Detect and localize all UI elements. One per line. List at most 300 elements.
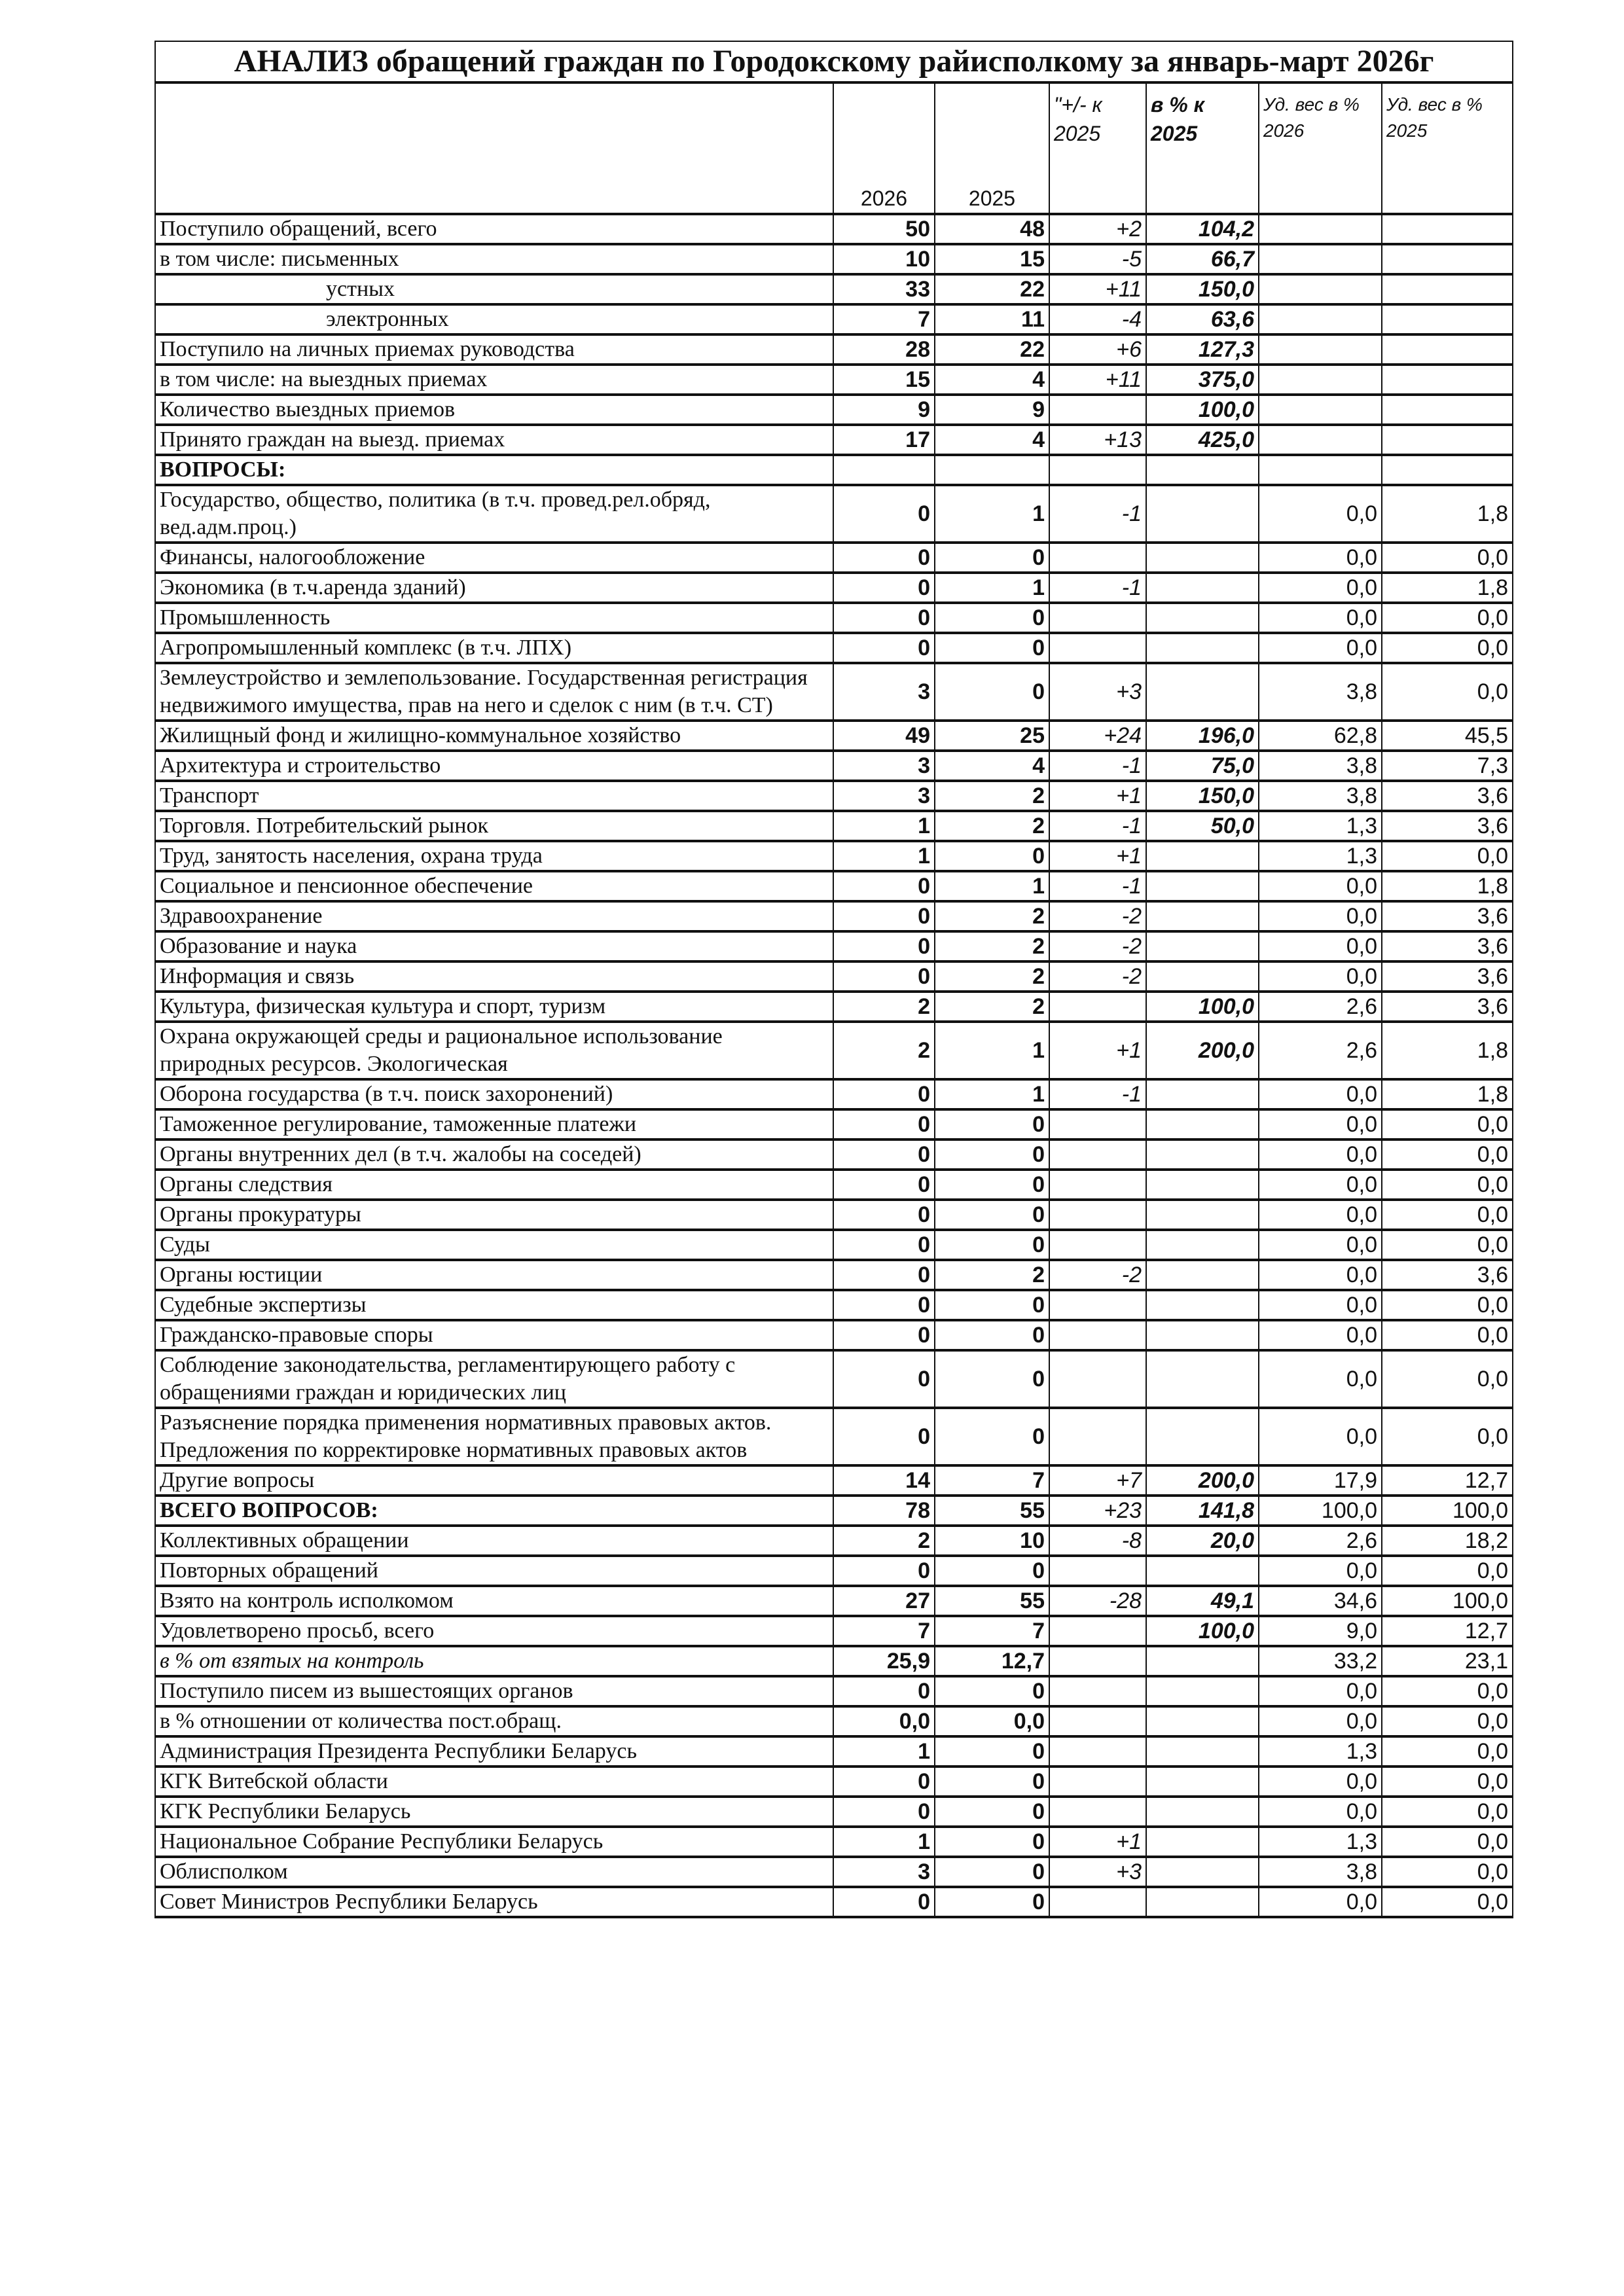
table-row [155,543,1513,573]
cell-2026: 7 [833,304,935,334]
table-row [155,1350,1513,1408]
cell-2026: 0 [833,1350,935,1408]
cell-share-2026 [1259,214,1382,244]
cell-share-2026: 0,0 [1259,603,1382,633]
cell-percent [1146,841,1259,871]
cell-2025: 25 [935,721,1049,751]
cell-percent: 75,0 [1146,751,1259,781]
cell-diff: -1 [1049,751,1146,781]
cell-diff [1049,1200,1146,1230]
cell-percent [1146,485,1259,543]
row-label: Здравоохранение [155,901,833,931]
cell-2025: 1 [935,871,1049,901]
row-label: Социальное и пенсионное обеспечение [155,871,833,901]
cell-diff: -8 [1049,1526,1146,1556]
table-row [155,1079,1513,1109]
cell-2026: 15 [833,365,935,395]
cell-share-2025: 0,0 [1382,543,1513,573]
cell-2026: 2 [833,992,935,1022]
row-label: Гражданско-правовые споры [155,1320,833,1350]
table-row [155,1320,1513,1350]
cell-share-2025 [1382,395,1513,425]
cell-share-2025: 1,8 [1382,573,1513,603]
cell-share-2026: 0,0 [1259,1887,1382,1917]
row-label: КГК Витебской области [155,1767,833,1797]
cell-2025: 0 [935,1200,1049,1230]
cell-share-2026: 0,0 [1259,1408,1382,1465]
cell-share-2026: 2,6 [1259,1526,1382,1556]
cell-share-2026: 0,0 [1259,1290,1382,1320]
cell-percent [1146,901,1259,931]
cell-2026: 78 [833,1496,935,1526]
row-label: Архитектура и строительство [155,751,833,781]
cell-percent [1146,1676,1259,1706]
row-label: в % отношении от количества пост.обращ. [155,1706,833,1736]
cell-diff [1049,1350,1146,1408]
table-row [155,1706,1513,1736]
row-label: Экономика (в т.ч.аренда зданий) [155,573,833,603]
cell-diff [1049,1170,1146,1200]
table-row [155,395,1513,425]
cell-percent: 196,0 [1146,721,1259,751]
cell-2026 [833,455,935,485]
table-row [155,1616,1513,1646]
table-row [155,841,1513,871]
cell-diff [1049,543,1146,573]
cell-2026: 0 [833,1797,935,1827]
cell-share-2026 [1259,395,1382,425]
cell-share-2025: 0,0 [1382,1109,1513,1139]
cell-2026: 0 [833,1887,935,1917]
cell-2026: 7 [833,1616,935,1646]
row-label: Администрация Президента Республики Беларусь [155,1736,833,1767]
cell-share-2025: 12,7 [1382,1465,1513,1496]
cell-2026: 0 [833,1170,935,1200]
cell-share-2025: 0,0 [1382,1320,1513,1350]
cell-share-2025: 0,0 [1382,1230,1513,1260]
cell-share-2026: 1,3 [1259,1736,1382,1767]
cell-share-2025: 3,6 [1382,811,1513,841]
cell-2026: 25,9 [833,1646,935,1676]
cell-2026: 0 [833,961,935,992]
cell-share-2025: 0,0 [1382,1676,1513,1706]
row-label: Промышленность [155,603,833,633]
cell-2026: 0 [833,1109,935,1139]
cell-share-2026: 0,0 [1259,961,1382,992]
cell-2025: 0 [935,1408,1049,1465]
row-label: Агропромышленный комплекс (в т.ч. ЛПХ) [155,633,833,663]
cell-share-2025: 45,5 [1382,721,1513,751]
cell-diff: -2 [1049,901,1146,931]
cell-percent: 150,0 [1146,781,1259,811]
table-row [155,633,1513,663]
cell-2026: 27 [833,1586,935,1616]
cell-share-2025: 3,6 [1382,961,1513,992]
table-body [155,214,1513,1917]
cell-2026: 0 [833,1676,935,1706]
table-row [155,751,1513,781]
cell-2026: 0 [833,573,935,603]
cell-2025: 2 [935,901,1049,931]
cell-2025: 0,0 [935,1706,1049,1736]
cell-2025: 1 [935,1022,1049,1079]
cell-share-2025: 0,0 [1382,1200,1513,1230]
row-label: Образование и наука [155,931,833,961]
cell-share-2026 [1259,244,1382,274]
cell-2025: 55 [935,1586,1049,1616]
cell-2026: 1 [833,1827,935,1857]
cell-2025: 0 [935,1290,1049,1320]
cell-percent: 100,0 [1146,992,1259,1022]
cell-share-2025: 1,8 [1382,1079,1513,1109]
row-label: Повторных обращений [155,1556,833,1586]
cell-share-2026: 3,8 [1259,781,1382,811]
table-row [155,274,1513,304]
cell-percent [1146,663,1259,721]
cell-percent: 49,1 [1146,1586,1259,1616]
row-label: Соблюдение законодательства, регламентирующего работу с обращениями граждан и юридических лиц [155,1350,833,1408]
cell-percent [1146,931,1259,961]
cell-percent: 200,0 [1146,1465,1259,1496]
appeals-analysis-table [154,41,1513,1918]
cell-diff [1049,1887,1146,1917]
row-label: в том числе: письменных [155,244,833,274]
cell-diff: +1 [1049,841,1146,871]
cell-share-2025: 23,1 [1382,1646,1513,1676]
cell-share-2025: 0,0 [1382,841,1513,871]
cell-share-2026: 0,0 [1259,1109,1382,1139]
cell-diff: -28 [1049,1586,1146,1616]
cell-diff: -5 [1049,244,1146,274]
row-label: Труд, занятость населения, охрана труда [155,841,833,871]
cell-share-2025: 100,0 [1382,1586,1513,1616]
cell-2025: 7 [935,1616,1049,1646]
cell-2025: 10 [935,1526,1049,1556]
row-label: Поступило обращений, всего [155,214,833,244]
table-row [155,244,1513,274]
table-row [155,425,1513,455]
cell-share-2025: 0,0 [1382,1767,1513,1797]
cell-2026: 0 [833,1320,935,1350]
cell-2025: 0 [935,1556,1049,1586]
cell-share-2025: 0,0 [1382,1736,1513,1767]
cell-2026: 0 [833,543,935,573]
row-label: Транспорт [155,781,833,811]
cell-2026: 9 [833,395,935,425]
cell-share-2026: 0,0 [1259,1706,1382,1736]
row-label: электронных [155,304,833,334]
table-row [155,1260,1513,1290]
cell-percent: 66,7 [1146,244,1259,274]
cell-share-2026: 3,8 [1259,663,1382,721]
cell-share-2025: 3,6 [1382,781,1513,811]
cell-share-2026 [1259,304,1382,334]
cell-share-2025: 0,0 [1382,1887,1513,1917]
cell-2026: 0 [833,1408,935,1465]
cell-share-2026: 0,0 [1259,1556,1382,1586]
cell-2025: 0 [935,1797,1049,1827]
cell-2025: 0 [935,1230,1049,1260]
cell-diff [1049,1556,1146,1586]
cell-share-2025: 3,6 [1382,931,1513,961]
cell-share-2025: 0,0 [1382,1170,1513,1200]
cell-share-2026: 62,8 [1259,721,1382,751]
cell-share-2025: 0,0 [1382,1350,1513,1408]
cell-diff [1049,1736,1146,1767]
cell-2026: 1 [833,811,935,841]
row-label: Удовлетворено просьб, всего [155,1616,833,1646]
cell-2025: 2 [935,781,1049,811]
cell-share-2026: 17,9 [1259,1465,1382,1496]
cell-percent [1146,1320,1259,1350]
cell-2026: 0 [833,1290,935,1320]
cell-share-2025: 3,6 [1382,901,1513,931]
row-label: в том числе: на выездных приемах [155,365,833,395]
cell-diff [1049,455,1146,485]
cell-diff [1049,633,1146,663]
cell-2025: 0 [935,1139,1049,1170]
table-row [155,573,1513,603]
cell-2025: 1 [935,573,1049,603]
cell-percent [1146,573,1259,603]
cell-2025: 0 [935,1887,1049,1917]
table-row [155,334,1513,365]
row-label: Поступило на личных приемах руководства [155,334,833,365]
cell-2025 [935,455,1049,485]
cell-diff: -2 [1049,1260,1146,1290]
cell-percent: 200,0 [1146,1022,1259,1079]
cell-percent [1146,1887,1259,1917]
cell-percent [1146,1170,1259,1200]
cell-2026: 0 [833,1079,935,1109]
cell-2025: 2 [935,961,1049,992]
cell-diff: -2 [1049,931,1146,961]
cell-share-2026: 0,0 [1259,485,1382,543]
cell-2025: 4 [935,751,1049,781]
header-share-2025: Уд. вес в % 2025 [1382,82,1513,214]
cell-share-2026: 1,3 [1259,841,1382,871]
cell-percent: 63,6 [1146,304,1259,334]
row-label: Коллективных обращении [155,1526,833,1556]
row-label: в % от взятых на контроль [155,1646,833,1676]
cell-percent [1146,1736,1259,1767]
cell-2026: 17 [833,425,935,455]
table-row [155,992,1513,1022]
table-row [155,721,1513,751]
cell-share-2026 [1259,425,1382,455]
cell-diff: +1 [1049,1827,1146,1857]
cell-percent [1146,1646,1259,1676]
cell-share-2026: 0,0 [1259,1320,1382,1350]
cell-share-2025: 0,0 [1382,603,1513,633]
cell-2026: 3 [833,751,935,781]
cell-diff: +6 [1049,334,1146,365]
row-label: Финансы, налогообложение [155,543,833,573]
cell-diff [1049,992,1146,1022]
cell-percent [1146,1857,1259,1887]
row-label: Государство, общество, политика (в т.ч. провед.рел.обряд, вед.адм.проц.) [155,485,833,543]
cell-percent: 375,0 [1146,365,1259,395]
cell-percent [1146,1079,1259,1109]
cell-2025: 0 [935,1170,1049,1200]
cell-2026: 14 [833,1465,935,1496]
cell-share-2026: 0,0 [1259,1079,1382,1109]
cell-percent [1146,1797,1259,1827]
table-row [155,1230,1513,1260]
cell-share-2025: 0,0 [1382,1290,1513,1320]
table-row [155,961,1513,992]
cell-2025: 48 [935,214,1049,244]
cell-2025: 0 [935,633,1049,663]
cell-share-2026: 0,0 [1259,1230,1382,1260]
cell-percent: 100,0 [1146,1616,1259,1646]
cell-2026: 3 [833,1857,935,1887]
cell-2025: 2 [935,1260,1049,1290]
cell-share-2025: 100,0 [1382,1496,1513,1526]
cell-diff: -4 [1049,304,1146,334]
cell-2026: 1 [833,1736,935,1767]
cell-share-2025: 7,3 [1382,751,1513,781]
cell-2025: 7 [935,1465,1049,1496]
cell-percent [1146,1109,1259,1139]
cell-diff [1049,395,1146,425]
cell-diff: +7 [1049,1465,1146,1496]
cell-share-2026: 100,0 [1259,1496,1382,1526]
cell-2026: 0 [833,1767,935,1797]
row-label: Поступило писем из вышестоящих органов [155,1676,833,1706]
cell-share-2026: 0,0 [1259,543,1382,573]
header-2025: 2025 [935,82,1049,214]
cell-percent [1146,1706,1259,1736]
cell-percent: 50,0 [1146,811,1259,841]
table-row [155,1556,1513,1586]
cell-2026: 28 [833,334,935,365]
cell-2026: 0 [833,1200,935,1230]
row-label: Землеустройство и землепользование. Государственная регистрация недвижимого имущества, прав на него и сделок с ним (в т.ч. СТ) [155,663,833,721]
row-label: Торговля. Потребительский рынок [155,811,833,841]
report-sheet [154,41,1512,1918]
cell-diff [1049,1320,1146,1350]
cell-percent [1146,1139,1259,1170]
row-label: Облисполком [155,1857,833,1887]
cell-share-2026: 2,6 [1259,992,1382,1022]
cell-share-2026: 0,0 [1259,573,1382,603]
cell-2026: 0 [833,485,935,543]
table-row [155,304,1513,334]
cell-share-2026 [1259,365,1382,395]
row-label: Охрана окружающей среды и рациональное использование природных ресурсов. Экологическая [155,1022,833,1079]
cell-2025: 0 [935,1827,1049,1857]
cell-percent [1146,1408,1259,1465]
cell-share-2026: 0,0 [1259,1767,1382,1797]
header-diff: "+/- к 2025 [1049,82,1146,214]
cell-2026: 0,0 [833,1706,935,1736]
row-label: Другие вопросы [155,1465,833,1496]
cell-share-2025 [1382,425,1513,455]
cell-2025: 0 [935,1676,1049,1706]
cell-2025: 4 [935,365,1049,395]
cell-share-2025: 0,0 [1382,1139,1513,1170]
cell-2025: 22 [935,274,1049,304]
cell-share-2025: 3,6 [1382,992,1513,1022]
cell-percent: 150,0 [1146,274,1259,304]
cell-share-2025 [1382,274,1513,304]
cell-share-2025: 1,8 [1382,485,1513,543]
header-percent: в % к 2025 [1146,82,1259,214]
cell-share-2026 [1259,455,1382,485]
cell-2025: 2 [935,811,1049,841]
cell-share-2026: 0,0 [1259,901,1382,931]
cell-share-2025: 12,7 [1382,1616,1513,1646]
table-row [155,901,1513,931]
row-label: Органы юстиции [155,1260,833,1290]
cell-share-2025: 0,0 [1382,633,1513,663]
cell-share-2025: 1,8 [1382,871,1513,901]
cell-diff [1049,1797,1146,1827]
cell-percent: 20,0 [1146,1526,1259,1556]
cell-share-2025: 0,0 [1382,1408,1513,1465]
row-label: Культура, физическая культура и спорт, туризм [155,992,833,1022]
cell-2026: 0 [833,931,935,961]
cell-2026: 3 [833,781,935,811]
cell-share-2026: 0,0 [1259,1350,1382,1408]
table-row [155,1646,1513,1676]
report-title: АНАЛИЗ обращений граждан по Городокскому райисполкому за январь-март 2026г [155,41,1513,82]
cell-2026: 0 [833,1556,935,1586]
table-row [155,1827,1513,1857]
header-2026: 2026 [833,82,935,214]
cell-share-2026: 0,0 [1259,1200,1382,1230]
cell-percent: 127,3 [1146,334,1259,365]
cell-percent [1146,603,1259,633]
table-row [155,1736,1513,1767]
cell-2025: 0 [935,1767,1049,1797]
cell-diff: +3 [1049,1857,1146,1887]
cell-share-2026: 0,0 [1259,931,1382,961]
cell-percent [1146,1556,1259,1586]
table-row [155,1200,1513,1230]
cell-2026: 0 [833,633,935,663]
cell-diff [1049,1646,1146,1676]
cell-2026: 0 [833,603,935,633]
cell-share-2026: 1,3 [1259,1827,1382,1857]
table-row [155,871,1513,901]
cell-diff [1049,1290,1146,1320]
header-label [155,82,833,214]
cell-share-2026: 2,6 [1259,1022,1382,1079]
cell-2025: 2 [935,992,1049,1022]
cell-diff: +11 [1049,274,1146,304]
cell-percent [1146,1290,1259,1320]
table-row [155,1496,1513,1526]
table-row [155,811,1513,841]
cell-diff: -1 [1049,871,1146,901]
row-label: Таможенное регулирование, таможенные платежи [155,1109,833,1139]
cell-2025: 4 [935,425,1049,455]
cell-percent: 425,0 [1146,425,1259,455]
cell-2025: 15 [935,244,1049,274]
table-row [155,1290,1513,1320]
cell-share-2025: 0,0 [1382,1857,1513,1887]
cell-percent [1146,961,1259,992]
cell-diff: +1 [1049,1022,1146,1079]
table-row [155,1887,1513,1917]
cell-share-2026: 0,0 [1259,1170,1382,1200]
table-row [155,1526,1513,1556]
cell-share-2026: 0,0 [1259,1260,1382,1290]
header-share-2026: Уд. вес в % 2026 [1259,82,1382,214]
row-label: Судебные экспертизы [155,1290,833,1320]
